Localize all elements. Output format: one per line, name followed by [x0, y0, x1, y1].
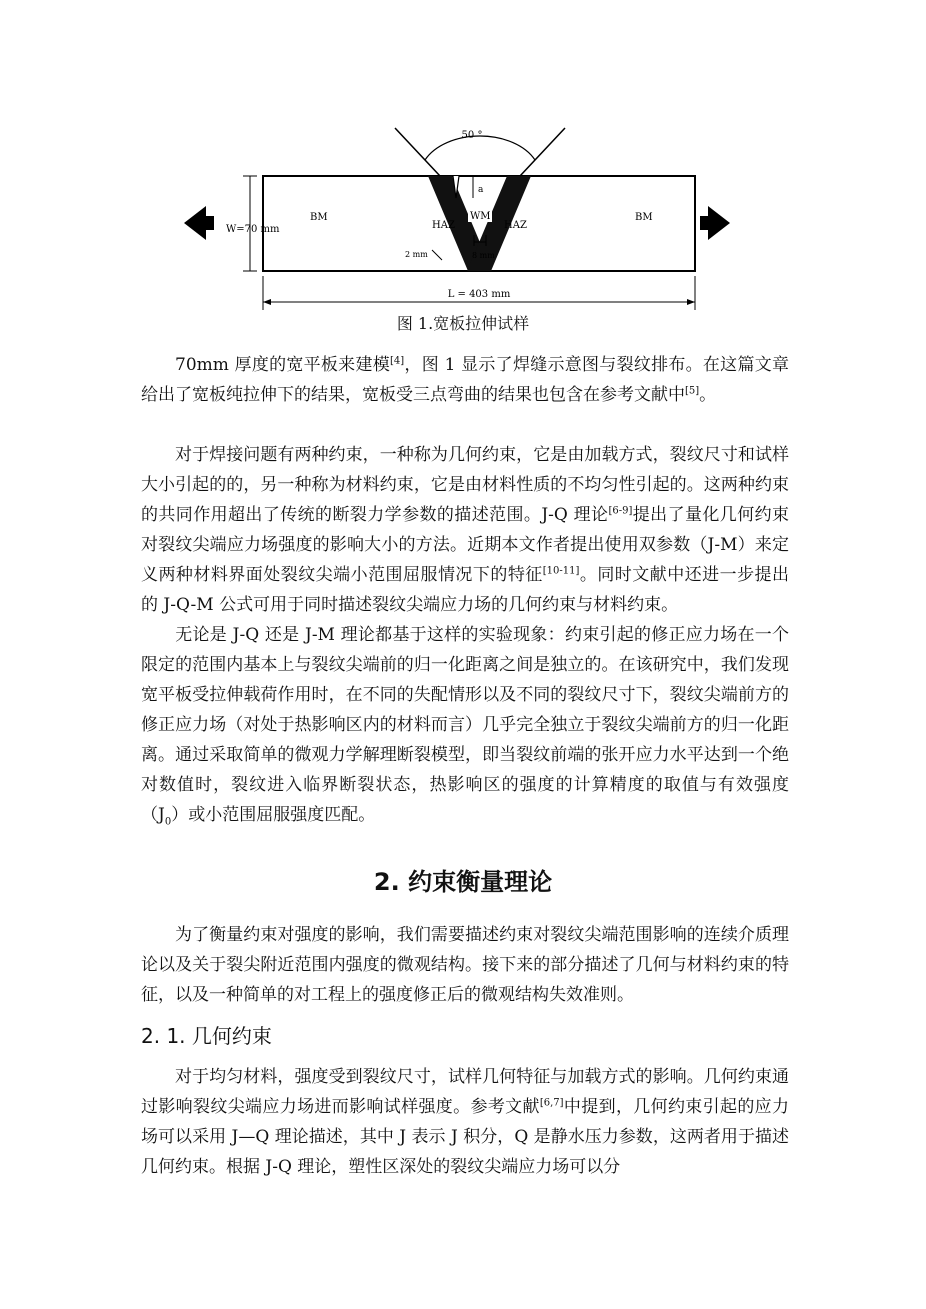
section-2-title: 2. 约束衡量理论 [373, 868, 553, 896]
p2-text-c: 。同时文献中还进一步提出的 J-Q-M 公式可用于同时描述裂纹尖端应力场的几何约束与材料约束。 [141, 565, 789, 615]
length-label: L = 403 mm [447, 289, 511, 300]
p1-text-c: 。 [699, 385, 717, 405]
bm-right-label: BM [635, 212, 653, 223]
p3-subscript: 0 [164, 816, 172, 828]
specimen-figure [170, 120, 750, 320]
p1-ref-2: [5] [685, 385, 700, 397]
wide-plate-diagram [170, 120, 750, 320]
bm-left-label: BM [310, 212, 328, 223]
p3-text-b: ）或小范围屈服强度匹配。 [171, 805, 376, 825]
bevel-line-right [520, 128, 565, 176]
p5-text-b: 中提到，几何约束引起的应力场可以采用 J—Q 理论描述，其中 J 表示 J 积分，Q 是静水压力参数，这两者用于描述几何约束。根据 J-Q 理论，塑性区深处的裂纹尖端应力场可以分 [141, 1097, 790, 1177]
paragraph-4 [141, 920, 789, 1010]
p1-ref-1: [4] [389, 355, 405, 367]
angle-label: 50 ° [461, 130, 483, 141]
p3-text-a: 无论是 J-Q 还是 J-M 理论都基于这样的实验现象：约束引起的修正应力场在一个限定的范围内基本上与裂纹尖端前的归一化距离之间是独立的。在该研究中，我们发现宽平板受拉伸载荷作用时，在不同的失配情形以及不同的裂纹尺寸下，裂纹尖端前方的修正应力场（对处于热影响区内的材料而言）几乎完全独立于裂纹尖端前方的归一化距离。通过采取简单的微观力学解理断裂模型，即当裂纹前端的张开应力水平达到一个绝对数值时，裂纹进入临界断裂状态，热影响区的强度的计算精度的取值与有效强度（J [141, 625, 789, 825]
p2-ref-2: [10-11] [542, 565, 580, 577]
haz-left-label: HAZ [432, 220, 455, 231]
figure-caption: 图 1.宽板拉伸试样 [396, 314, 530, 333]
dim-2mm-label: 2 mm [405, 250, 428, 259]
p4-text: 为了衡量约束对强度的影响，我们需要描述约束对裂纹尖端范围影响的连续介质理论以及关于裂尖附近范围内强度的微观结构。接下来的部分描述了几何与材料约束的特征，以及一种简单的对工程上的强度修正后的微观结构失效准则。 [141, 925, 789, 1005]
dim-8mm-label: 8 mm [472, 251, 495, 260]
p1-text-b: ，图 1 显示了焊缝示意图与裂纹排布。在这篇文章给出了宽板纯拉伸下的结果，宽板受三点弯曲的结果也包含在参考文献中 [141, 355, 789, 405]
right-load-arrow [708, 206, 730, 240]
left-load-arrow [184, 206, 206, 240]
haz-right-label: HAZ [504, 220, 527, 231]
paragraph-3 [141, 620, 789, 830]
section-2-1-title: 2. 1. 几何约束 [141, 1024, 272, 1048]
p1-text-a: 70mm 厚度的宽平板来建模 [175, 355, 390, 375]
bevel-line-left [395, 128, 440, 176]
paragraph-5 [141, 1062, 789, 1182]
p2-ref-1: [6-9] [608, 505, 633, 517]
paragraph-2 [141, 440, 789, 620]
width-label: W=70 mm [226, 224, 280, 235]
paragraph-1 [141, 350, 789, 410]
crack-label: a [478, 185, 484, 195]
p5-text-a: 对于均匀材料，强度受到裂纹尺寸，试样几何特征与加载方式的影响。几何约束通过影响裂纹尖端应力场进而影响试样强度。参考文献 [141, 1067, 789, 1117]
p5-ref-1: [6,7] [539, 1097, 564, 1109]
wm-label: WM [470, 211, 491, 222]
p2-text-b: 提出了量化几何约束对裂纹尖端应力场强度的影响大小的方法。近期本文作者提出使用双参数（J-M）来定义两种材料界面处裂纹尖端小范围屈服情况下的特征 [141, 505, 790, 585]
p2-text-a: 对于焊接问题有两种约束，一种称为几何约束，它是由加载方式，裂纹尺寸和试样大小引起的的，另一种称为材料约束，它是由材料性质的不均匀性引起的。这两种约束的共同作用超出了传统的断裂力学参数的描述范围。J-Q 理论 [141, 445, 789, 525]
